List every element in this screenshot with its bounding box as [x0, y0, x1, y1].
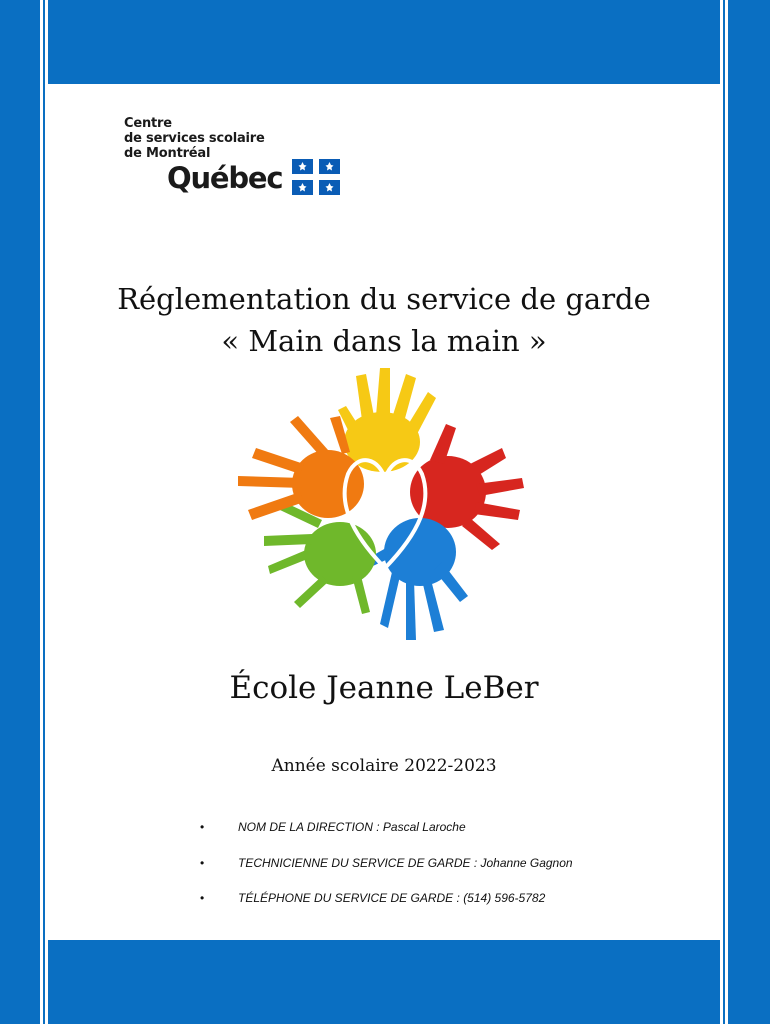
school-year: Année scolaire 2022-2023	[271, 756, 497, 776]
bullet-icon: •	[200, 856, 205, 870]
quebec-wordmark: Québec	[167, 161, 283, 195]
right-border-line	[723, 0, 725, 1024]
quebec-flag-icon	[292, 159, 340, 195]
bottom-blue-band	[0, 940, 770, 1024]
bullet-icon: •	[200, 891, 205, 905]
left-blue-border	[0, 0, 40, 1024]
top-blue-band	[0, 0, 770, 84]
document-subtitle: « Main dans la main »	[221, 324, 547, 358]
css-logo-text: Centre de services scolaire de Montréal	[124, 116, 265, 161]
school-name: École Jeanne LeBer	[229, 670, 539, 706]
right-blue-border	[728, 0, 770, 1024]
bullet-icon: •	[200, 820, 205, 834]
left-border-line	[43, 0, 45, 1024]
document-title: Réglementation du service de garde	[117, 282, 651, 316]
hands-heart-logo	[230, 362, 540, 652]
